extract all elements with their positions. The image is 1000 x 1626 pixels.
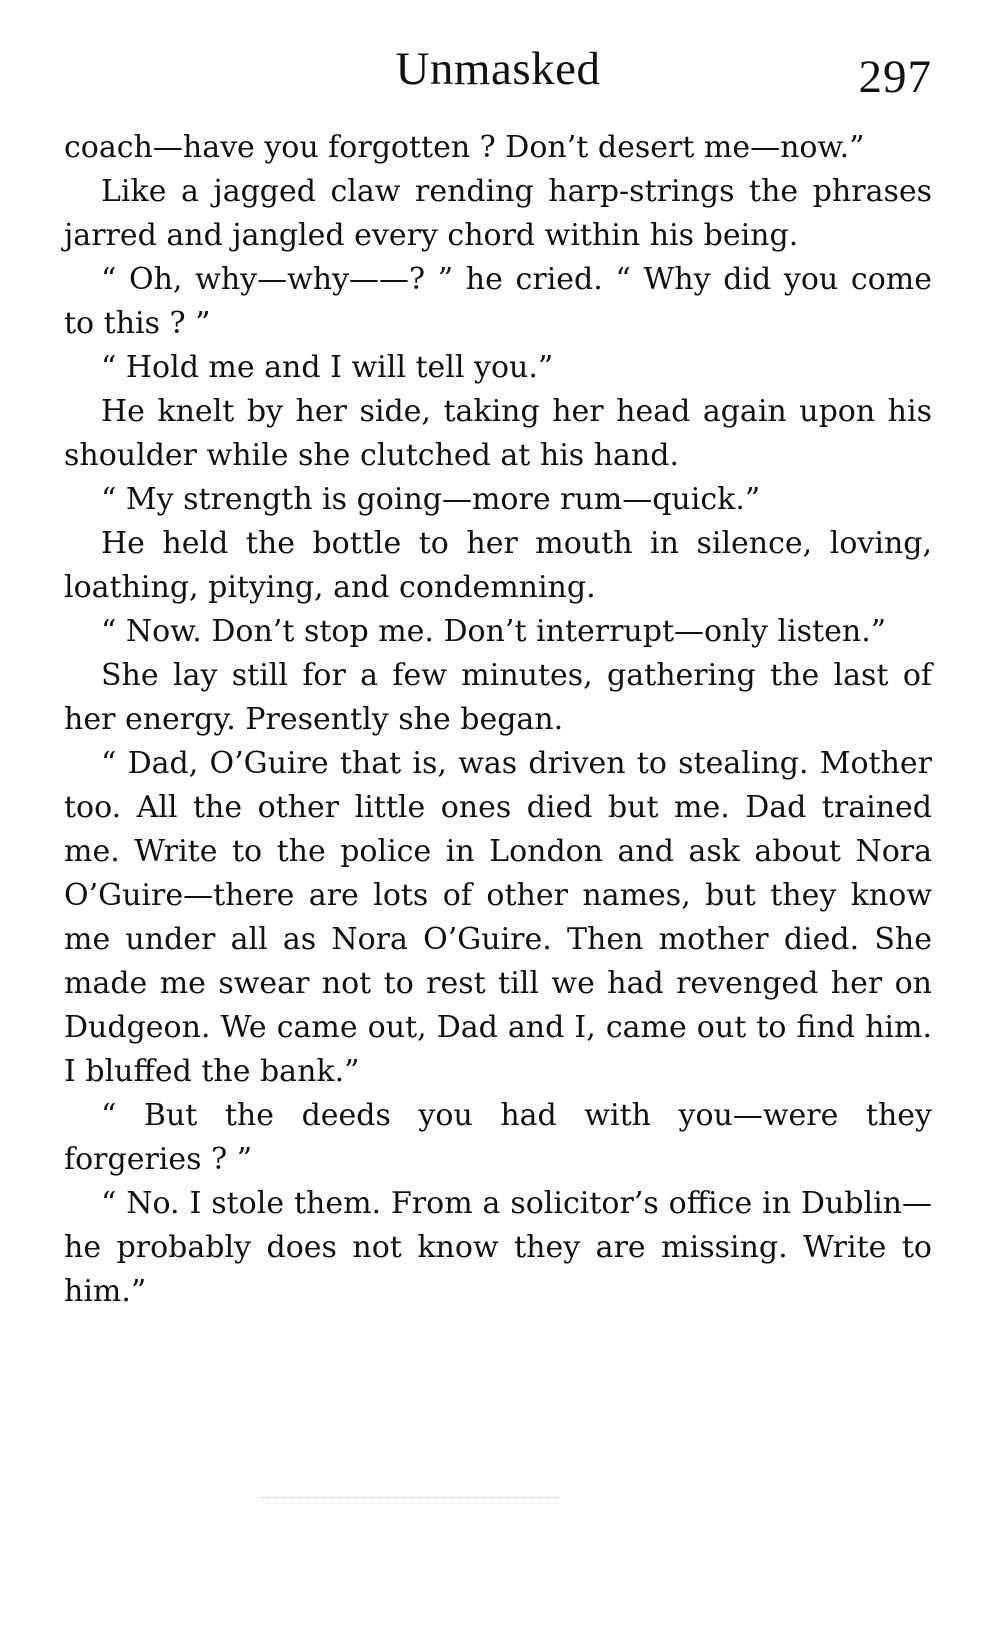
running-head: Unmasked bbox=[395, 43, 601, 95]
paragraph: He knelt by her side, taking her head again upon his shoulder while she clutched at his hand. bbox=[64, 394, 932, 473]
paragraph: She lay still for a few minutes, gathering the last of her energy. Presently she began. bbox=[64, 658, 932, 737]
paragraph: “ Hold me and I will tell you.” bbox=[101, 350, 554, 385]
paragraph: “ My strength is going—more rum—quick.” bbox=[101, 482, 761, 517]
paragraph: He held the bottle to her mouth in silence, loving, loathing, pitying, and condemning. bbox=[64, 526, 932, 605]
book-page bbox=[64, 38, 932, 1314]
bottom-dotted-rule bbox=[260, 1497, 560, 1499]
page-header bbox=[64, 38, 932, 108]
paragraph: “ But the deeds you had with you—were they forgeries ? ” bbox=[64, 1098, 932, 1177]
paragraph: “ Oh, why—why——? ” he cried. “ Why did you come to this ? ” bbox=[64, 262, 932, 341]
page-body bbox=[64, 126, 932, 1314]
paragraph: Like a jagged claw rending harp-strings the phrases jarred and jangled every chord within his being. bbox=[64, 174, 932, 253]
page-number: 297 bbox=[858, 51, 932, 103]
paragraph: “ Now. Don’t stop me. Don’t interrupt—only listen.” bbox=[101, 614, 887, 649]
paragraph: “ Dad, O’Guire that is, was driven to stealing. Mother too. All the other little ones died but me. Dad trained me. Write to the police in London and ask about Nora O’Guire—there are lots of other names, but they know me under all as Nora O’Guire. Then mother died. She made me swear not to rest till we had revenged her on Dudgeon. We came out, Dad and I, came out to find him. I bluffed the bank.” bbox=[64, 746, 932, 1089]
paragraph: “ No. I stole them. From a solicitor’s office in Dublin—he probably does not know they are missing. Write to him.” bbox=[64, 1186, 932, 1309]
paragraph: coach—have you forgotten ? Don’t desert me—now.” bbox=[64, 130, 865, 165]
